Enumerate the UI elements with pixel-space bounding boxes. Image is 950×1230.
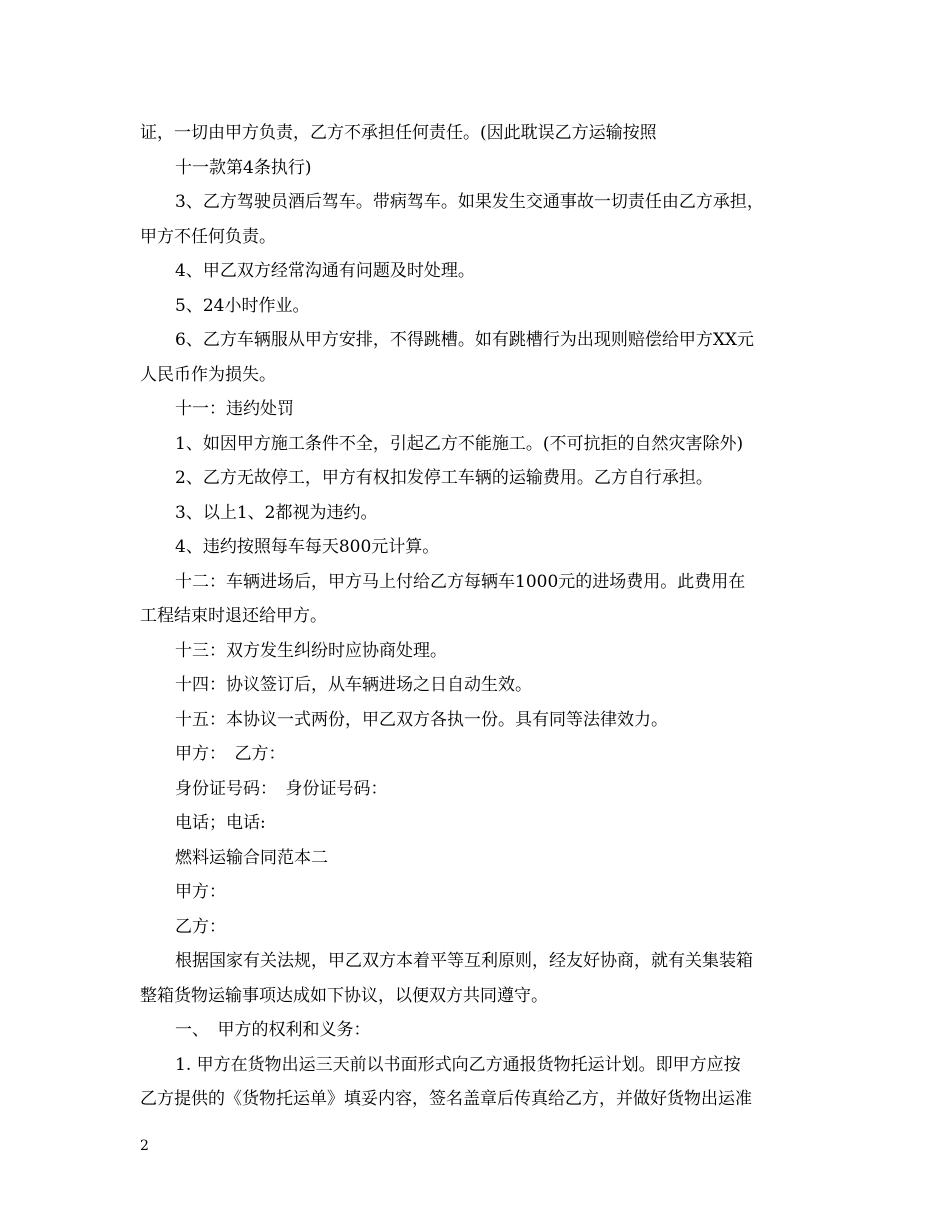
text-line: 6、乙方车辆服从甲方安排，不得跳槽。如有跳槽行为出现则赔偿给甲方XX元: [175, 330, 755, 350]
text-line: 十四：协议签订后，从车辆进场之日自动生效。: [175, 675, 532, 695]
text-line: 1、如因甲方施工条件不全，引起乙方不能施工。(不可抗拒的自然灾害除外): [175, 433, 744, 454]
text-line: 证，一切由甲方负责，乙方不承担任何责任。(因此耽误乙方运输按照: [140, 123, 657, 143]
text-line: 3、乙方驾驶员酒后驾车。带病驾车。如果发生交通事故一切责任由乙方承担，: [175, 192, 764, 212]
text-line: 身份证号码： 身份证号码：: [175, 778, 388, 799]
text-line: 3、以上1、2都视为违约。: [175, 502, 378, 523]
text-line: 电话；电话:: [175, 813, 266, 833]
text-line: 十五：本协议一式两份，甲乙双方各执一份。具有同等法律效力。: [175, 709, 668, 730]
text-line: 甲方：: [175, 882, 226, 902]
text-line: 甲方： 乙方：: [175, 744, 286, 764]
text-line: 1. 甲方在货物出运三天前以书面形式向乙方通报货物托运计划。即甲方应按: [175, 1054, 741, 1075]
text-line: 十一：违约处罚: [175, 399, 294, 419]
text-line: 十三：双方发生纠纷时应协商处理。: [175, 640, 447, 661]
text-line: 2、乙方无故停工，甲方有权扣发停工车辆的运输费用。乙方自行承担。: [175, 468, 713, 488]
text-line: 乙方：: [175, 916, 226, 937]
page-number: 2: [140, 1138, 149, 1154]
text-line: 十二：车辆进场后，甲方马上付给乙方每辆车1000元的进场费用。此费用在: [175, 571, 746, 592]
text-line: 4、甲乙双方经常沟通有问题及时处理。: [175, 261, 475, 281]
text-line: 整箱货物运输事项达成如下协议，以便双方共同遵守。: [140, 985, 548, 1006]
text-line: 根据国家有关法规，甲乙双方本着平等互利原则，经友好协商，就有关集装箱: [175, 951, 753, 971]
text-line: 4、违约按照每车每天800元计算。: [175, 537, 440, 557]
text-line: 十一款第4条执行): [175, 157, 312, 178]
text-line: 5、24小时作业。: [175, 295, 310, 316]
text-line: 工程结束时退还给甲方。: [140, 606, 327, 626]
text-line: 甲方不任何负责。: [140, 226, 276, 247]
text-line: 乙方提供的《货物托运单》填妥内容，签名盖章后传真给乙方，并做好货物出运准: [140, 1089, 752, 1109]
text-line: 一、 甲方的权利和义务：: [175, 1020, 371, 1040]
text-line: 燃料运输合同范本二: [175, 847, 328, 868]
text-line: 人民币作为损失。: [140, 364, 276, 385]
document-body: [140, 116, 820, 1117]
